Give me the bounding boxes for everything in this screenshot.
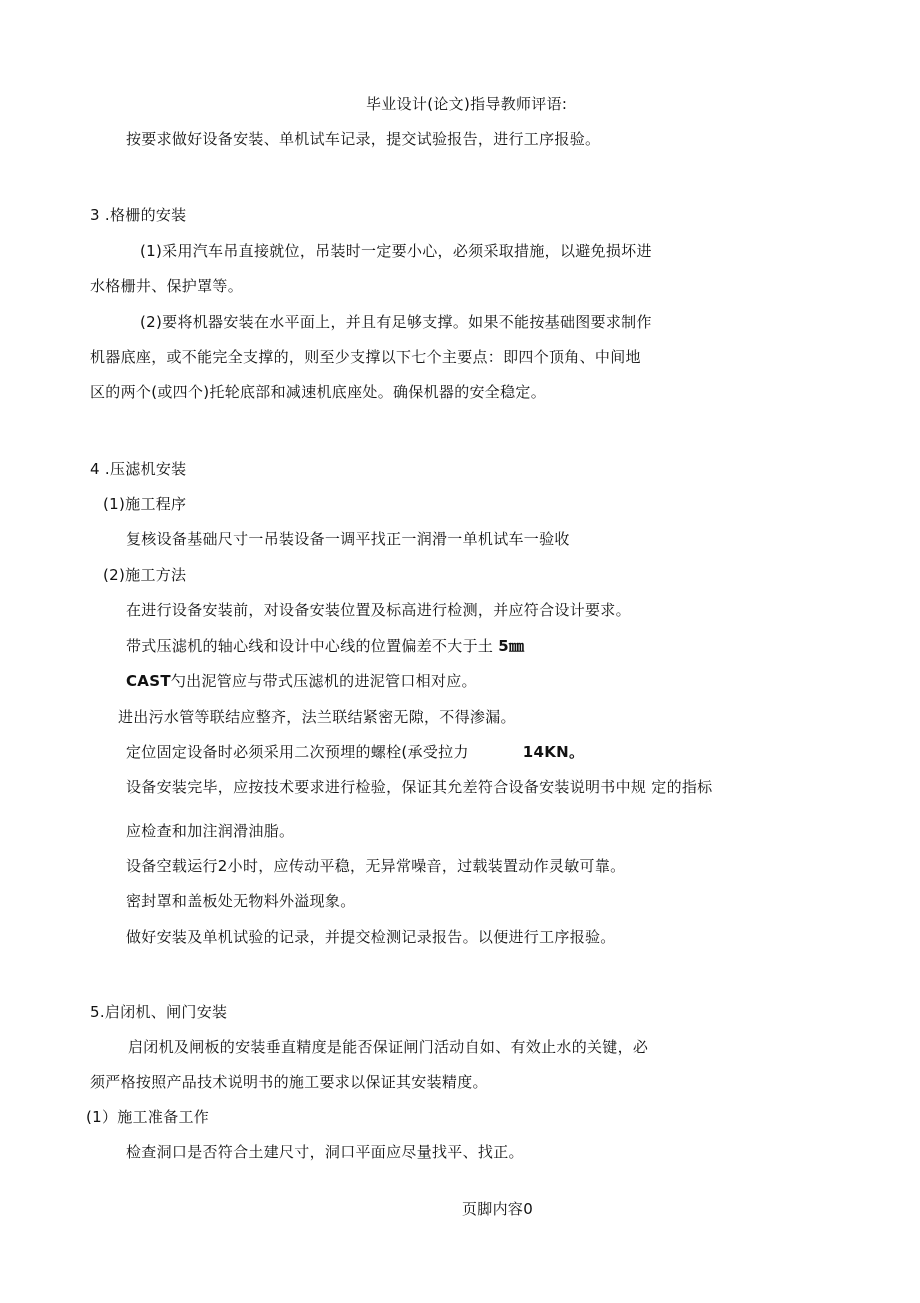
section-4-subheading-2: (2)施工方法 bbox=[103, 566, 187, 584]
section-5-subheading-1: (1）施工准备工作 bbox=[86, 1108, 210, 1126]
method-item-5 bbox=[126, 742, 584, 762]
page-footer: 页脚内容0 bbox=[462, 1200, 534, 1218]
method-item-5-text: 定位固定设备时必须采用二次预埋的螺栓(承受拉力 bbox=[126, 743, 469, 761]
section-5-paragraph-line-1: 启闭机及闸板的安装垂直精度是能否保证闸门活动自如、有效止水的关键，必 bbox=[128, 1038, 649, 1056]
section-3-paragraph-1-line-2: 水格栅井、保护罩等。 bbox=[90, 277, 244, 295]
section-3-paragraph-1-line-1: (1)采用汽车吊直接就位，吊装时一定要小心，必须采取措施，以避免损坏进 bbox=[140, 242, 652, 260]
method-item-7: 应检查和加注润滑油脂。 bbox=[126, 822, 295, 840]
method-item-6: 设备安装完毕，应按技术要求进行检验，保证其允差符合设备安装说明书中规 定的指标 bbox=[126, 778, 713, 796]
section-3-paragraph-2-line-1: (2)要将机器安装在水平面上，并且有足够支撑。如果不能按基础图要求制作 bbox=[140, 313, 652, 331]
section-4-heading: 4 .压滤机安装 bbox=[90, 460, 187, 478]
section-4-procedure-text: 复核设备基础尺寸一吊装设备一调平找正一润滑一单机试车一验收 bbox=[126, 530, 570, 548]
section-3-heading: 3 .格栅的安装 bbox=[90, 206, 187, 224]
method-item-10: 做好安装及单机试验的记录，并提交检测记录报告。以便进行工序报验。 bbox=[126, 928, 616, 946]
method-item-9: 密封罩和盖板处无物料外溢现象。 bbox=[126, 892, 356, 910]
method-item-3 bbox=[126, 671, 477, 691]
method-item-3-code: CAST bbox=[126, 672, 171, 690]
section-3-paragraph-2-line-2: 机器底座，或不能完全支撑的，则至少支撑以下七个主要点：即四个顶角、中间地 bbox=[90, 348, 641, 366]
section-5-paragraph-line-2: 须严格按照产品技术说明书的施工要求以保证其安装精度。 bbox=[90, 1073, 488, 1091]
method-item-1: 在进行设备安装前，对设备安装位置及标高进行检测，并应符合设计要求。 bbox=[126, 601, 631, 619]
section-3-paragraph-2-line-3: 区的两个(或四个)托轮底部和减速机底座处。确保机器的安全稳定。 bbox=[90, 383, 547, 401]
method-item-3-text: 勺出泥管应与带式压滤机的进泥管口相对应。 bbox=[170, 672, 477, 690]
method-item-8: 设备空载运行2小时，应传动平稳，无异常噪音，过载装置动作灵敏可靠。 bbox=[126, 857, 626, 875]
method-item-2-value: 5㎜ bbox=[498, 637, 525, 655]
intro-paragraph: 按要求做好设备安装、单机试车记录，提交试验报告，进行工序报验。 bbox=[126, 130, 601, 148]
method-item-5-value: 14KN。 bbox=[522, 743, 585, 761]
section-5-heading: 5.启闭机、闸门安装 bbox=[90, 1003, 228, 1021]
method-item-2-text: 带式压滤机的轴心线和设计中心线的位置偏差不大于土 bbox=[126, 637, 499, 655]
section-5-preparation-text: 检查洞口是否符合土建尺寸，洞口平面应尽量找平、找正。 bbox=[126, 1143, 524, 1161]
section-4-subheading-1: (1)施工程序 bbox=[103, 495, 187, 513]
method-item-2 bbox=[126, 636, 524, 656]
page-title: 毕业设计(论文)指导教师评语: bbox=[366, 95, 568, 113]
method-item-4: 进出污水管等联结应整齐，法兰联结紧密无隙，不得渗漏。 bbox=[118, 708, 516, 726]
